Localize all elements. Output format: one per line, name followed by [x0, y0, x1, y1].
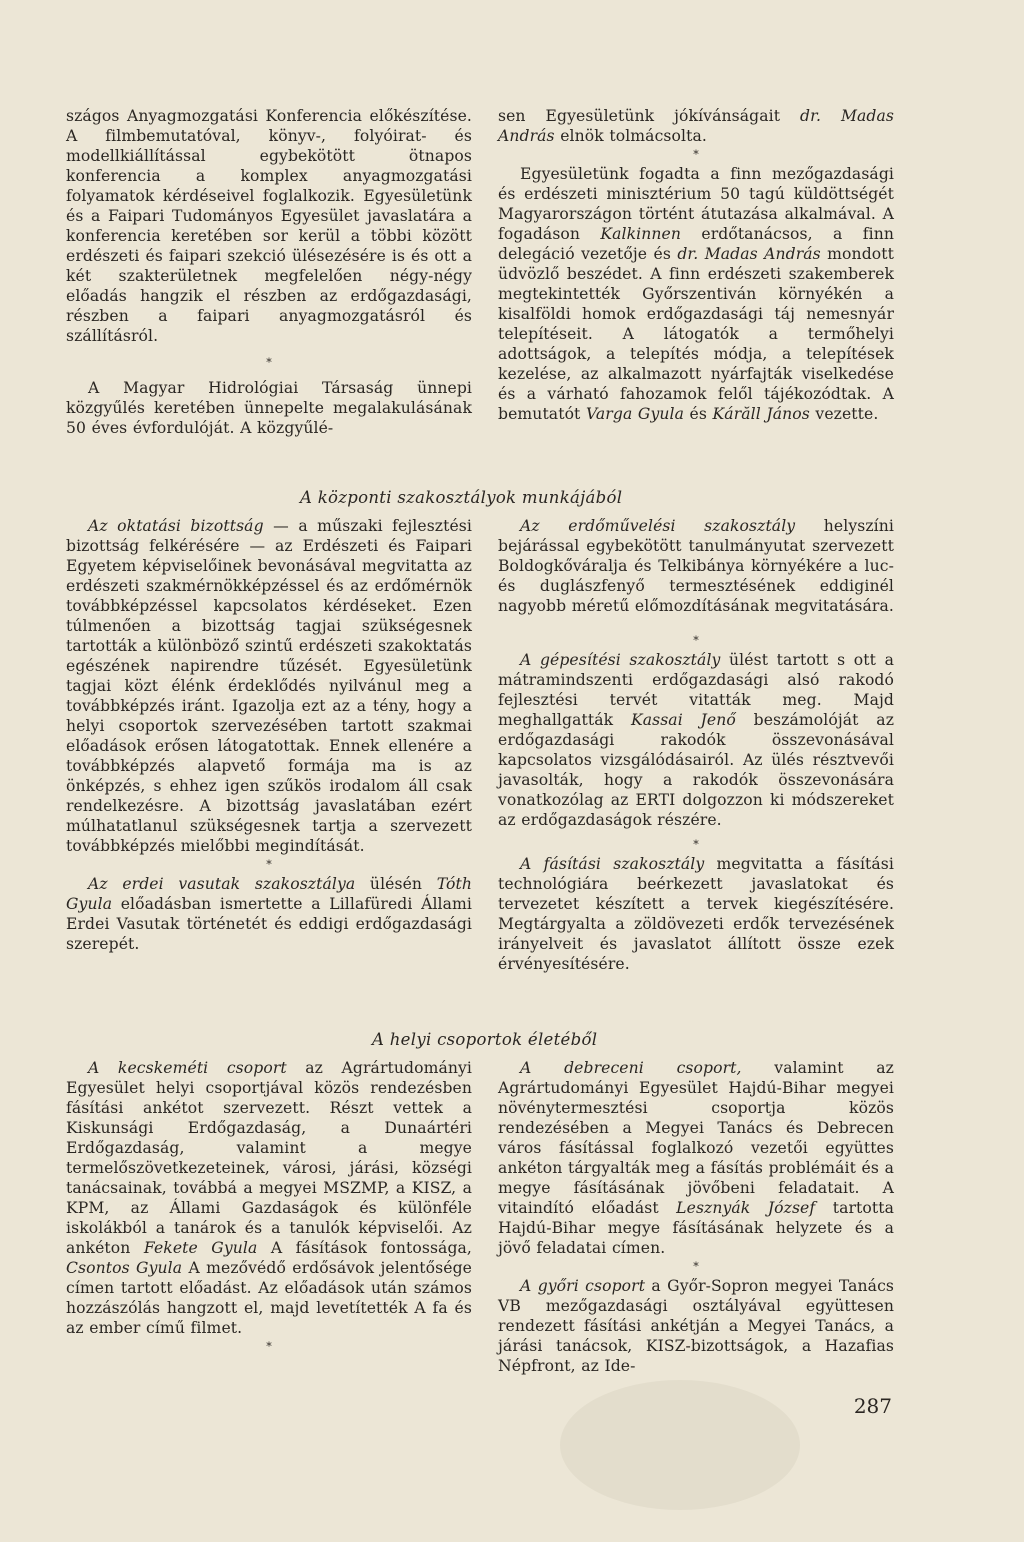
gyor-paragraph: A győri csoport a Győr-Sopron megyei Tanács VB mezőgazdasági osztályával együttesen rendezett fásítási ankétján a Megyei Tanács, a járási tanácsok, KISZ-bizottságok, a Hazafias Népfront, az Ide- — [498, 1277, 895, 1375]
separator-star: * — [693, 148, 699, 161]
conference-paragraph: szágos Anyagmozgatási Konferencia előkészítése. A filmbemutatóval, könyv-, folyóirat- és modellkiállítással egybekötött ötnapos konferencia a komplex anyagmozgatási folyamatok kérdéseivel foglalkozik. Egyesületünk és a Faipari Tudományos Egyesület javaslatára a konferencia keretében sor kerül a többi között erdészeti és faipari szekció ülésezésére is és ott a két szakterületnek megfelelően négy-négy előadás hangzik el részben az erdőgazdasági, részben a faipari anyagmozgatásról és szállításról. — [66, 107, 472, 345]
page-number: 287 — [853, 1394, 892, 1418]
afforestation-paragraph: A fásítási szakosztály megvitatta a fásítási technológiára beérkezett javaslatokat és tervezetet készített a tervek kiegészítésére. Megtárgyalta a zöldövezeti erdők tervezésének irányelveit és javaslatot állított össze ezek érvényesítésére. — [498, 855, 894, 973]
mid-left-column — [66, 516, 472, 954]
mid-right-column — [498, 516, 894, 974]
mechanization-paragraph: A gépesítési szakosztály ülést tartott s ott a mátramindszenti erdőgazdasági alsó rakodó fejlesztési tervét vitatták meg. Majd meghallgatták Kassai Jenő beszámolóját az erdőgazdasági rakodók összevonásával kapcsolatos vizsgálódásairól. Az ülés résztvevői javasolták, hogy a rakodók összevonására vonatkozólag az ERTI dolgozzon ki módszereket az erdőgazdaságok részére. — [498, 651, 895, 829]
separator-star: * — [266, 1340, 272, 1353]
hydrology-paragraph: A Magyar Hidrológiai Társaság ünnepi közgyűlés keretében ünnepelte megalakulásának 50 éves évfordulóját. A közgyűlé- — [66, 379, 472, 437]
separator-star: * — [266, 356, 272, 369]
section-heading-central: A központi szakosztályok munkájából — [300, 488, 623, 507]
separator-star: * — [693, 1260, 699, 1273]
bottom-right-column — [498, 1058, 894, 1376]
separator-star: * — [693, 634, 699, 647]
separator-star: * — [266, 858, 272, 871]
bottom-left-column — [66, 1058, 472, 1356]
section-heading-local: A helyi csoportok életéből — [372, 1030, 598, 1049]
separator-star: * — [693, 838, 699, 851]
paper-stain — [560, 1380, 800, 1510]
greeting-paragraph: sen Egyesületünk jókívánságait dr. Madas András elnök tolmácsolta. — [498, 107, 894, 145]
education-committee-paragraph: Az oktatási bizottság — a műszaki fejlesztési bizottság felkérésére — az Erdészeti és Faipari Egyetem képviselőinek bevonásával megvitatta az erdészeti szakmérnökképzéssel és az erdőmérnök továbbképzéssel kapcsolatos kérdéseket. Ezen túlmenően a bizottság tagjai szükségesnek tartották a különböző szintű erdészeti szakoktatás egészének napirendre tűzését. Egyesületünk tagjai közt élénk érdeklődés nyilvánul meg a továbbképzés iránt. Igazolja ezt az a tény, hogy a helyi csoportok szervezésében tartott szakmai előadások erősen látogatottak. Ennek ellenére a továbbképzés alapvető formája ma is az önképzés, s ehhez igen szűkös irodalom áll csak rendelkezésre. A bizottság javaslatában ezért múlhatatlanul szükségesnek tartja a szervezett továbbképzés mielőbbi megindítását. — [66, 517, 472, 855]
top-right-column — [498, 106, 894, 424]
forest-railway-paragraph: Az erdei vasutak szakosztálya ülésén Tóth Gyula előadásban ismertette a Lillafüredi Állami Erdei Vasutak történetét és eddigi erdőgazdasági szerepét. — [66, 875, 472, 953]
debrecen-paragraph: A debreceni csoport, valamint az Agrártudományi Egyesület Hajdú-Bihar megyei növénytermesztési csoportja közös rendezésében a Megyei Tanács és Debrecen város fásítással foglalkozó vezetői együttes ankéton tárgyalták meg a fásítás problémáit és a megye fásításának jövőbeni feladatait. A vitaindító előadást Lesznyák József tartotta Hajdú-Bihar megye fásításának helyzete és a jövő feladatai címen. — [498, 1059, 895, 1257]
top-left-column — [66, 106, 472, 438]
kecskemet-paragraph: A kecskeméti csoport az Agrártudományi Egyesület helyi csoportjával közös rendezésben fásítási ankétot szervezett. Részt vettek a Kiskunsági Erdőgazdaság, a Dunaártéri Erdőgazdaság, valamint a megye termelőszövetkezeteinek, városi, járási, községi tanácsainak, továbbá a megyei MSZMP, a KISZ, a KPM, az Állami Gazdaságok és különféle iskolákból a tanárok és a tanulók képviselői. Az ankéton Fekete Gyula A fásítások fontossága, Csontos Gyula A mezővédő erdősávok jelentősége címen tartott előadást. Az előadások után számos hozzászólás hangzott el, majd levetítették A fa és az ember című filmet. — [66, 1059, 472, 1337]
silviculture-paragraph: Az erdőművelési szakosztály helyszíni bejárással egybekötött tanulmányutat szervezett Boldogkőváralja és Telkibánya környékére a luc- és duglászfenyő termesztésének eddiginél nagyobb méretű előmozdításának megvitatására. — [498, 517, 894, 615]
finnish-delegation-paragraph: Egyesületünk fogadta a finn mezőgazdasági és erdészeti minisztérium 50 tagú küldöttségét Magyarországon történt átutazása alkalmával. A fogadáson Kalkinnen erdőtanácsos, a finn delegáció vezetője és dr. Madas András mondott üdvözlő beszédet. A finn erdészeti szakemberek megtekintették Győrszentiván környékén a kisalföldi homok erdőgazdasági táj nemesnyár telepítéseit. A látogatók a termőhelyi adottságok, a telepítés módja, a telepítések kezelése, az alkalmazott nyárfajták viselkedése és a várható fahozamok felől tájékozódtak. A bemutatót Varga Gyula és Kárăll János vezette. — [498, 165, 895, 423]
